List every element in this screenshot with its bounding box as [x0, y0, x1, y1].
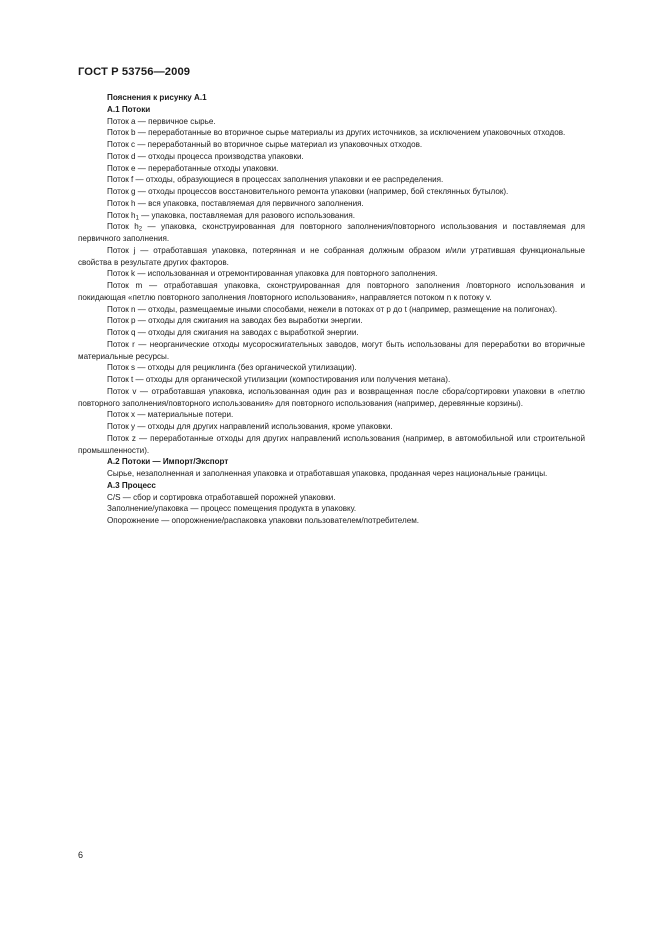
flow-c: Поток с — переработанный во вторичное сырье материал из упаковочных отходов.: [107, 140, 423, 149]
caption-title: Пояснения к рисунку А.1: [107, 93, 207, 102]
flow-t: Поток t — отходы для органической утилизации (компостирования или получения метана).: [107, 375, 451, 384]
process-cs: C/S — сбор и сортировка отработавшей порожней упаковки.: [107, 492, 336, 502]
flow-p: Поток p — отходы для сжигания на заводах без выработки энергии.: [107, 316, 363, 326]
flow-a: Поток а — первичное сырье.: [107, 116, 216, 126]
flow-h2: [78, 221, 585, 245]
flow-j: Поток j — отработавшая упаковка, потерянная и не собранная должным образом и/или утратившая функциональные свойства в результате других факторов.: [78, 245, 585, 267]
document-header: ГОСТ Р 53756—2009: [78, 66, 191, 78]
process-emptying: Опорожнение — опорожнение/распаковка упаковки пользователем/потребителем.: [107, 516, 420, 525]
section-a2-title: А.2 Потоки — Импорт/Экспорт: [107, 457, 229, 467]
flow-s: Поток s — отходы для рециклинга (без органической утилизации).: [107, 363, 357, 373]
flow-h2-text: — упаковка, сконструированная для повторного заполнения/повторного использования и поставляемая для первичного заполнения.: [78, 222, 585, 243]
flow-h1-subscript: 1: [135, 215, 139, 221]
flow-h1-text: — упаковка, поставляемая для разового использования.: [138, 210, 356, 220]
process-filling: Заполнение/упаковка — процесс помещения продукта в упаковку.: [107, 504, 357, 514]
section-a3-title: А.3 Процесс: [107, 480, 156, 490]
section-a1-title: А.1 Потоки: [107, 104, 151, 114]
flow-f: Поток f — отходы, образующиеся в процессах заполнения упаковки и ее распределения.: [107, 175, 444, 185]
flow-x: Поток х — материальные потери.: [107, 410, 234, 420]
page-number: 6: [78, 850, 84, 860]
flow-e: Поток е — переработанные отходы упаковки.: [107, 163, 279, 173]
flow-g: Поток g — отходы процессов восстановительного ремонта упаковки (например, бой стеклянных бутылок).: [107, 187, 509, 196]
flow-k: Поток k — использованная и отремонтированная упаковка для повторного заполнения.: [107, 269, 438, 279]
flow-h: Поток h — вся упаковка, поставляемая для первичного заполнения.: [107, 198, 364, 208]
flow-y: Поток у — отходы для других направлений использования, кроме упаковки.: [107, 422, 393, 431]
flow-z: Поток z — переработанные отходы для других направлений использования (например, в автомобильной или строительной промышленности).: [78, 433, 585, 455]
flow-h2-subscript: 2: [138, 226, 143, 233]
section-a2-text: Сырье, незаполненная и заполненная упаковка и отработавшая упаковка, проданная через национальные границы.: [107, 469, 548, 478]
flow-h2-prefix: Поток h: [107, 222, 139, 232]
flow-d: Поток d — отходы процесса производства упаковки.: [107, 151, 304, 161]
document-body: [78, 92, 585, 527]
flow-h1-prefix: Поток h: [107, 210, 136, 220]
flow-m: Поток m — отработавшая упаковка, сконструированная для повторного заполнения /повторного использования и покидающая «петлю повторного заполнения /повторного использования», направляется потоком n к потоку v.: [78, 281, 585, 302]
flow-n: Поток n — отходы, размещаемые иными способами, нежели в потоках от p до t (например, размещение на полигонах).: [107, 304, 558, 314]
flow-v: Поток v — отработавшая упаковка, использованная один раз и возвращенная после сбора/сортировки упаковки в «петлю повторного заполнения/повторного использования» для повторного использования (например, деревянные корзины).: [78, 386, 585, 408]
flow-r: Поток r — неорганические отходы мусоросжигательных заводов, могут быть использованы для переработки во вторичные материальные ресурсы.: [78, 339, 585, 361]
flow-b: Поток b — переработанные во вторичное сырье материалы из других источников, за исключением упаковочных отходов.: [107, 128, 566, 138]
flow-q: Поток q — отходы для сжигания на заводах с выработкой энергии.: [107, 328, 359, 337]
flow-h1: [78, 210, 585, 222]
